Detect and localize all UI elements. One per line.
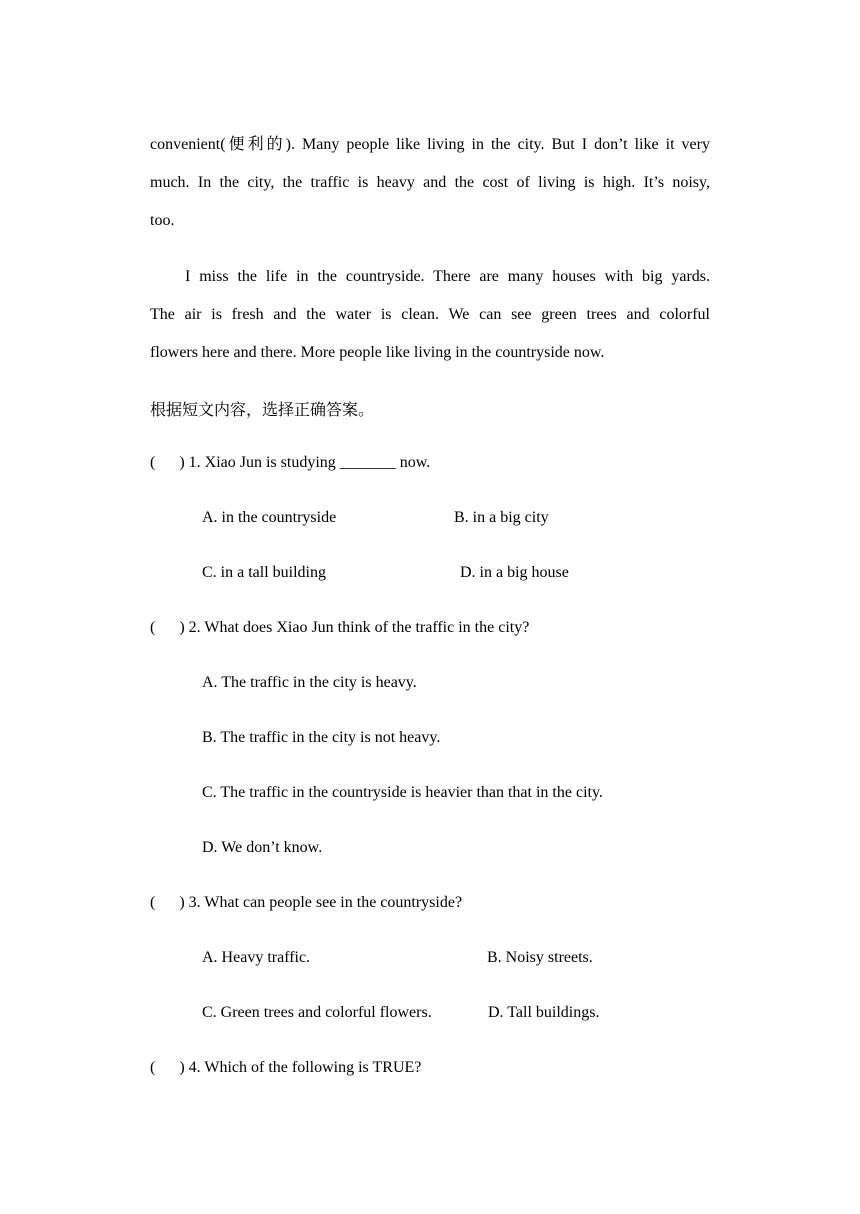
passage-line: much. In the city, the traffic is heavy and the cost of living is high. It’s noisy,: [150, 174, 710, 191]
passage-line: The air is fresh and the water is clean. We can see green trees and colorful: [150, 306, 710, 323]
question-1-option-d: D. in a big house: [460, 564, 569, 581]
passage-paragraph-2: [150, 258, 710, 372]
question-2-option-b: B. The traffic in the city is not heavy.: [202, 729, 441, 746]
question-4: ( ) 4. Which of the following is TRUE?: [150, 1059, 422, 1076]
question-3: ( ) 3. What can people see in the countryside?: [150, 894, 463, 911]
question-2-option-c: C. The traffic in the countryside is heavier than that in the city.: [202, 784, 603, 801]
question-2: ( ) 2. What does Xiao Jun think of the traffic in the city?: [150, 619, 530, 636]
instruction-text: 根据短文内容，选择正确答案。: [150, 400, 375, 419]
question-3-option-a: A. Heavy traffic.: [202, 949, 311, 966]
question-3-option-d: D. Tall buildings.: [488, 1004, 600, 1021]
passage-line: too.: [150, 212, 175, 229]
question-1-option-c: C. in a tall building: [202, 564, 326, 581]
question-1-option-b: B. in a big city: [454, 509, 549, 526]
question-2-option-d: D. We don’t know.: [202, 839, 323, 856]
passage-paragraph-1: [150, 126, 710, 240]
passage-line: flowers here and there. More people like living in the countryside now.: [150, 344, 605, 361]
passage-line: I miss the life in the countryside. There are many houses with big yards.: [185, 268, 710, 285]
question-1-option-a: A. in the countryside: [202, 509, 337, 526]
question-3-option-c: C. Green trees and colorful flowers.: [202, 1004, 432, 1021]
question-2-option-a: A. The traffic in the city is heavy.: [202, 674, 417, 691]
passage-line: convenient(便利的). Many people like living in the city. But I don’t like it very: [150, 136, 710, 153]
question-1: ( ) 1. Xiao Jun is studying _______ now.: [150, 454, 431, 471]
question-3-option-b: B. Noisy streets.: [487, 949, 593, 966]
